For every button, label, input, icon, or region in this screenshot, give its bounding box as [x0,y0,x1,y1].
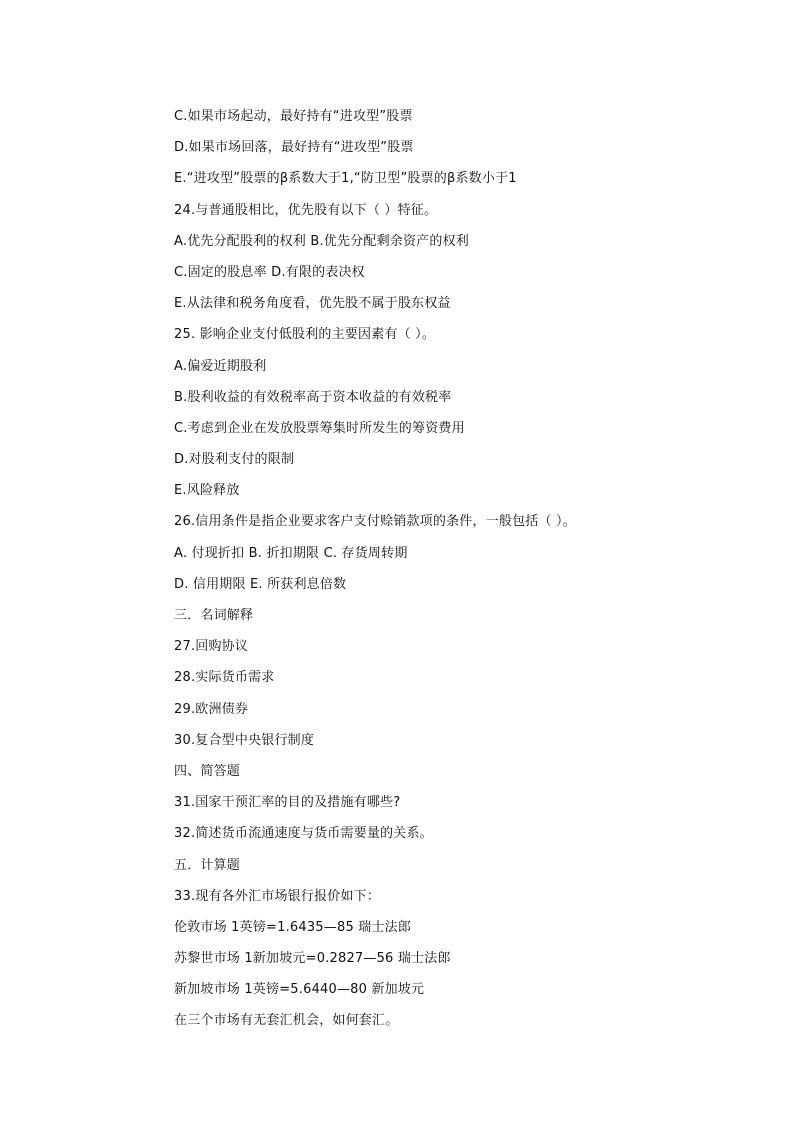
question-25: 25. 影响企业支付低股利的主要因素有（ ）。 [174,327,436,343]
question-32: 32.简述货币流通速度与货币需要量的关系。 [174,826,433,842]
text-line: 伦敦市场 1英镑=1.6435—85 瑞士法郎 [174,919,412,935]
text-line: 在三个市场有无套汇机会，如何套汇。 [174,1013,399,1029]
text-line: D.如果市场回落，最好持有“进攻型”股票 [174,140,414,156]
document-body [174,101,734,1037]
section-heading: 五．计算题 [174,857,241,873]
question-31: 31.国家干预汇率的目的及措施有哪些? [174,795,401,811]
text-line: B.股利收益的有效税率高于资本收益的有效税率 [174,389,452,405]
question-28: 28.实际货币需求 [174,670,275,686]
text-line: C.固定的股息率 D.有限的表决权 [174,264,365,280]
question-33: 33.现有各外汇市场银行报价如下： [174,888,381,904]
text-line: 新加坡市场 1英镑=5.6440—80 新加坡元 [174,982,425,998]
question-26: 26.信用条件是指企业要求客户支付赊销款项的条件，一般包括（ ）。 [174,514,576,530]
question-24: 24.与普通股相比，优先股有以下（ ）特征。 [174,202,438,218]
question-30: 30.复合型中央银行制度 [174,732,315,748]
text-line: D.对股利支付的限制 [174,452,295,468]
text-line: E.风险释放 [174,483,240,499]
section-heading: 四、简答题 [174,763,241,779]
question-27: 27.回购协议 [174,639,249,655]
section-heading: 三．名词解释 [174,608,254,623]
text-line: E.从法律和税务角度看，优先股不属于股东权益 [174,296,451,312]
text-line: A.偏爱近期股利 [174,358,267,374]
text-line: A.优先分配股利的权利 B.优先分配剩余资产的权利 [174,233,469,249]
text-line: E.“进攻型”股票的β系数大于1,“防卫型”股票的β系数小于1 [174,171,517,187]
text-line: C.如果市场起动，最好持有“进攻型”股票 [174,109,413,124]
text-line: 苏黎世市场 1新加坡元=0.2827—56 瑞士法郎 [174,951,451,967]
text-line: A. 付现折扣 B. 折扣期限 C. 存货周转期 [174,545,408,561]
text-line: C.考虑到企业在发放股票筹集时所发生的筹资费用 [174,420,465,436]
text-line: D. 信用期限 E. 所获利息倍数 [174,576,347,592]
question-29: 29.欧洲债券 [174,701,249,717]
